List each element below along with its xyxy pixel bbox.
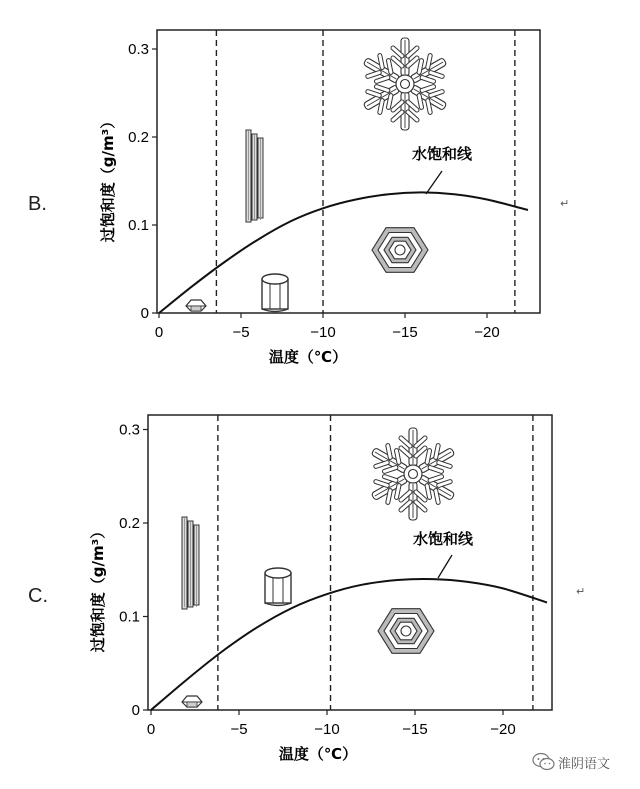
stellar-dendrite-icon: [367, 428, 459, 520]
return-mark: ↵: [576, 585, 586, 598]
x-tick-label: −20: [474, 324, 500, 341]
y-tick-label: 0.2: [128, 129, 149, 146]
x-tick-label: −5: [232, 324, 250, 341]
x-tick-label: −15: [402, 721, 428, 738]
x-tick-label: 0: [146, 721, 156, 738]
x-tick-label: −20: [490, 721, 516, 738]
saturation-line-annotation: 水饱和线: [413, 530, 474, 548]
annotation-leader: [438, 555, 452, 578]
y-axis-label: 过饱和度（g/m³）: [89, 523, 107, 653]
hexagonal-column-icon: [265, 568, 291, 606]
hexagonal-column-icon: [262, 274, 288, 312]
needle-crystal-icon: [182, 517, 199, 609]
x-tick-label: −10: [314, 721, 340, 738]
x-axis-label: 温度（℃）: [268, 348, 348, 366]
needle-crystal-icon: [246, 130, 263, 222]
stellar-dendrite-icon: [359, 38, 451, 130]
y-tick-label: 0.2: [119, 515, 140, 532]
watermark-text: 淮阴语文: [558, 757, 611, 772]
hexagonal-plate-icon: [372, 228, 428, 273]
plot-frame: [148, 415, 552, 710]
x-axis-label: 温度（℃）: [278, 745, 358, 763]
x-tick-label: −5: [230, 721, 248, 738]
y-tick-label: 0: [131, 702, 140, 719]
panel-label: B.: [28, 193, 47, 215]
y-tick-label: 0.1: [128, 217, 149, 234]
x-tick-label: 0: [154, 324, 164, 341]
watermark: [530, 747, 634, 777]
chart-panel-c: [0, 395, 640, 789]
y-tick-label: 0.1: [119, 608, 140, 626]
water-saturation-line: [151, 579, 547, 710]
x-tick-label: −15: [392, 324, 418, 341]
annotation-leader: [426, 171, 442, 194]
y-tick-label: 0.3: [128, 41, 149, 58]
hexagonal-plate-icon: [378, 609, 434, 654]
chart-svg: [0, 395, 640, 789]
y-tick-label: 0: [140, 305, 149, 322]
y-axis-label: 过饱和度（g/m³）: [99, 113, 117, 243]
water-saturation-line: [159, 192, 528, 313]
saturation-line-annotation: 水饱和线: [412, 145, 473, 163]
panel-label: C.: [28, 585, 48, 607]
small-hexagonal-plate-icon: [182, 696, 202, 707]
wechat-logo-icon: [532, 751, 556, 773]
small-hexagonal-plate-icon: [186, 300, 206, 311]
x-tick-label: −10: [310, 324, 336, 341]
return-mark: ↵: [560, 197, 570, 210]
y-tick-label: 0.3: [119, 421, 140, 439]
